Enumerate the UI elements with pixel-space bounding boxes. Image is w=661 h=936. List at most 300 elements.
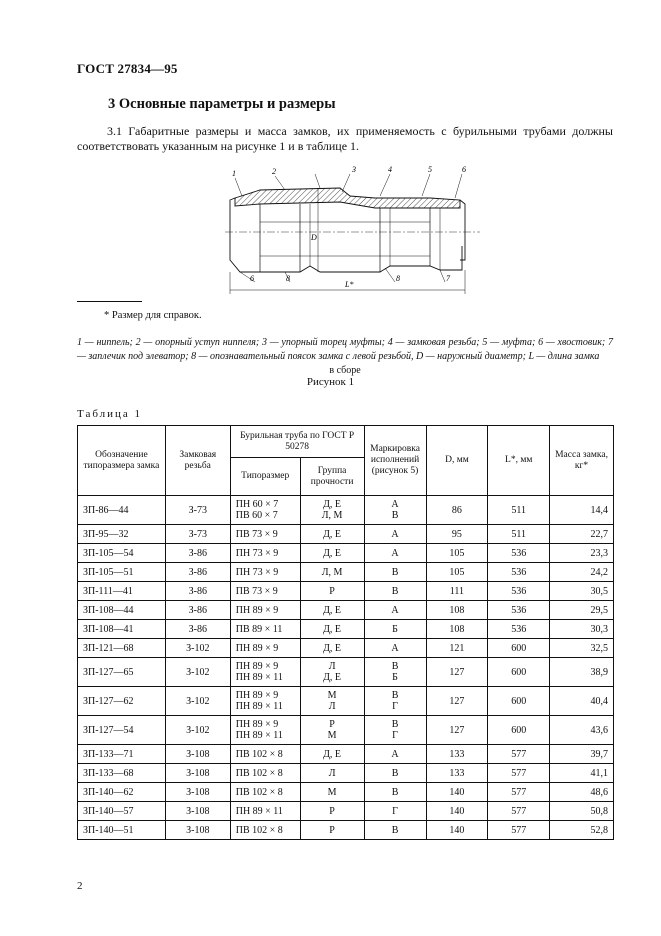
table-row bbox=[78, 601, 614, 620]
cell-line: 43,6 bbox=[590, 724, 608, 736]
cell-line: ЗП-140—62 bbox=[83, 786, 134, 798]
cell-pipe bbox=[230, 687, 300, 716]
cell-des bbox=[78, 563, 166, 582]
table-row bbox=[78, 639, 614, 658]
cell-line: В bbox=[391, 661, 399, 672]
cell-des bbox=[78, 764, 166, 783]
cell-line: 30,5 bbox=[590, 585, 608, 597]
cell-line: 86 bbox=[451, 504, 462, 516]
cell-mark bbox=[364, 620, 426, 639]
cell-line: ПВ 73 × 9 bbox=[235, 585, 278, 597]
cell-d bbox=[426, 783, 488, 802]
cell-line: ЗП-108—41 bbox=[83, 623, 134, 635]
cell-m bbox=[550, 620, 614, 639]
cell-line: 600 bbox=[511, 724, 527, 736]
cell-line: В bbox=[391, 767, 399, 779]
cell-thr bbox=[165, 563, 230, 582]
cell-l bbox=[488, 525, 550, 544]
paragraph: 3.1 Габаритные размеры и масса замков, их применяемость с бурильными трубами должны соответствовать указанным на рисунке 1 и в таблице 1. bbox=[77, 124, 613, 153]
cell-line: Л bbox=[328, 701, 336, 712]
cell-line: 50,8 bbox=[590, 805, 608, 817]
cell-m bbox=[550, 582, 614, 601]
cell-l bbox=[488, 783, 550, 802]
cell-line: 600 bbox=[511, 642, 527, 654]
cell-des bbox=[78, 582, 166, 601]
page-number: 2 bbox=[77, 880, 83, 892]
cell-mark bbox=[364, 658, 426, 687]
cell-pipe bbox=[230, 745, 300, 764]
table-row bbox=[78, 563, 614, 582]
cell-line: 95 bbox=[451, 528, 462, 540]
cell-line: Р bbox=[329, 585, 335, 597]
cell-line: ПВ 102 × 8 bbox=[235, 748, 283, 760]
cell-line: 140 bbox=[449, 824, 465, 836]
cell-pipe bbox=[230, 496, 300, 525]
data-table bbox=[77, 425, 614, 840]
cell-mark bbox=[364, 496, 426, 525]
cell-m bbox=[550, 601, 614, 620]
cell-m bbox=[550, 639, 614, 658]
cell-thr bbox=[165, 601, 230, 620]
cell-thr bbox=[165, 687, 230, 716]
cell-d bbox=[426, 601, 488, 620]
cell-line: 108 bbox=[449, 623, 465, 635]
figure-caption: Рисунок 1 bbox=[306, 376, 355, 388]
cell-mark bbox=[364, 582, 426, 601]
cell-pipe bbox=[230, 544, 300, 563]
cell-thr bbox=[165, 821, 230, 840]
cell-d bbox=[426, 582, 488, 601]
cell-m bbox=[550, 783, 614, 802]
cell-line: 511 bbox=[511, 528, 527, 540]
cell-l bbox=[488, 563, 550, 582]
cell-line: 536 bbox=[511, 623, 527, 635]
cell-d bbox=[426, 563, 488, 582]
cell-thr bbox=[165, 745, 230, 764]
cell-grp bbox=[300, 745, 364, 764]
technical-drawing bbox=[200, 160, 500, 300]
cell-line: 127 bbox=[449, 666, 465, 678]
cell-grp bbox=[300, 563, 364, 582]
cell-pipe bbox=[230, 821, 300, 840]
cell-line: ЗП-86—44 bbox=[83, 504, 129, 516]
footnote-rule bbox=[77, 301, 142, 302]
cell-des bbox=[78, 620, 166, 639]
cell-d bbox=[426, 544, 488, 563]
cell-line: З-108 bbox=[186, 748, 210, 760]
cell-line: ПН 89 × 9 bbox=[235, 604, 279, 616]
cell-line: Д, Е bbox=[323, 499, 342, 510]
cell-des bbox=[78, 601, 166, 620]
cell-line: В bbox=[391, 585, 399, 597]
cell-m bbox=[550, 525, 614, 544]
cell-grp bbox=[300, 525, 364, 544]
cell-l bbox=[488, 716, 550, 745]
table-row bbox=[78, 821, 614, 840]
cell-m bbox=[550, 802, 614, 821]
cell-line: В bbox=[391, 690, 399, 701]
cell-line: ПВ 102 × 8 bbox=[235, 786, 283, 798]
cell-thr bbox=[165, 802, 230, 821]
cell-des bbox=[78, 525, 166, 544]
cell-line: Л bbox=[328, 767, 336, 779]
cell-line: 105 bbox=[449, 566, 465, 578]
cell-line: 29,5 bbox=[590, 604, 608, 616]
cell-line: Г bbox=[392, 701, 398, 712]
callout-label: 5 bbox=[428, 165, 432, 174]
cell-thr bbox=[165, 620, 230, 639]
cell-pipe bbox=[230, 802, 300, 821]
cell-d bbox=[426, 496, 488, 525]
cell-line: Б bbox=[392, 623, 398, 635]
cell-line: Д, Е bbox=[323, 604, 342, 616]
header-d: D, мм bbox=[426, 426, 488, 496]
cell-grp bbox=[300, 802, 364, 821]
cell-m bbox=[550, 496, 614, 525]
cell-line: ЗП-108—44 bbox=[83, 604, 134, 616]
cell-grp bbox=[300, 496, 364, 525]
cell-line: ПН 89 × 9 bbox=[235, 719, 279, 730]
cell-line: ЗП-121—68 bbox=[83, 642, 134, 654]
cell-mark bbox=[364, 802, 426, 821]
table-row bbox=[78, 802, 614, 821]
cell-l bbox=[488, 687, 550, 716]
cell-line: Г bbox=[392, 730, 398, 741]
cell-line: 577 bbox=[511, 805, 527, 817]
cell-des bbox=[78, 802, 166, 821]
cell-grp bbox=[300, 687, 364, 716]
cell-line: 38,9 bbox=[590, 666, 608, 678]
cell-grp bbox=[300, 544, 364, 563]
cell-des bbox=[78, 496, 166, 525]
cell-line: ПН 73 × 9 bbox=[235, 566, 279, 578]
cell-line: Л bbox=[328, 661, 336, 672]
callout-label: 8 bbox=[286, 274, 290, 283]
cell-line: В bbox=[391, 824, 399, 836]
cell-line: ЗП-111—41 bbox=[83, 585, 133, 597]
cell-thr bbox=[165, 716, 230, 745]
legend-text: 1 — ниппель; 2 — опорный уступ ниппеля; 3 — упорный торец муфты; 4 — замковая резьба; 5 — муфта; 6 — хвостовик; 7 — заплечик под элеватор; 8 — опознавательный поясок замка с левой резьбой, D — наружный диаметр; L — длина замка bbox=[77, 337, 613, 362]
cell-line: ПН 89 × 9 bbox=[235, 642, 279, 654]
cell-line: 108 bbox=[449, 604, 465, 616]
cell-line: ПВ 102 × 8 bbox=[235, 824, 283, 836]
cell-line: 600 bbox=[511, 695, 527, 707]
cell-line: 105 bbox=[449, 547, 465, 559]
header-pipe: Бурильная труба по ГОСТ Р 50278 bbox=[230, 426, 364, 458]
cell-line: ЗП-105—51 bbox=[83, 566, 134, 578]
cell-pipe bbox=[230, 639, 300, 658]
cell-line: 40,4 bbox=[590, 695, 608, 707]
table-row bbox=[78, 525, 614, 544]
cell-line: А bbox=[391, 547, 399, 559]
cell-grp bbox=[300, 821, 364, 840]
cell-line: 14,4 bbox=[590, 504, 608, 516]
cell-d bbox=[426, 687, 488, 716]
cell-line: ЗП-133—68 bbox=[83, 767, 134, 779]
cell-line: З-73 bbox=[188, 528, 207, 540]
cell-line: З-73 bbox=[188, 504, 207, 516]
cell-line: Д, Е bbox=[323, 528, 342, 540]
cell-line: 536 bbox=[511, 566, 527, 578]
cell-d bbox=[426, 716, 488, 745]
cell-d bbox=[426, 658, 488, 687]
cell-mark bbox=[364, 525, 426, 544]
cell-des bbox=[78, 716, 166, 745]
cell-des bbox=[78, 687, 166, 716]
cell-line: 133 bbox=[449, 748, 465, 760]
cell-line: В bbox=[391, 786, 399, 798]
cell-des bbox=[78, 783, 166, 802]
cell-pipe bbox=[230, 563, 300, 582]
cell-line: 41,1 bbox=[590, 767, 608, 779]
cell-l bbox=[488, 802, 550, 821]
cell-des bbox=[78, 745, 166, 764]
cell-line: А bbox=[391, 748, 399, 760]
cell-thr bbox=[165, 544, 230, 563]
cell-line: Л, М bbox=[321, 566, 343, 578]
cell-line: А bbox=[391, 528, 399, 540]
table-row bbox=[78, 764, 614, 783]
header-strength: Группа прочности bbox=[300, 458, 364, 496]
cell-l bbox=[488, 544, 550, 563]
cell-line: ПВ 102 × 8 bbox=[235, 767, 283, 779]
dim-d-label: D bbox=[311, 233, 317, 242]
cell-line: М bbox=[327, 786, 337, 798]
cell-grp bbox=[300, 716, 364, 745]
cell-line: 23,3 bbox=[590, 547, 608, 559]
header-marking: Маркировка исполнений (рисунок 5) bbox=[364, 426, 426, 496]
cell-pipe bbox=[230, 525, 300, 544]
cell-line: 577 bbox=[511, 748, 527, 760]
table-row bbox=[78, 582, 614, 601]
cell-m bbox=[550, 745, 614, 764]
dim-l-label: L* bbox=[345, 280, 354, 289]
cell-d bbox=[426, 745, 488, 764]
cell-line: 133 bbox=[449, 767, 465, 779]
cell-m bbox=[550, 544, 614, 563]
cell-pipe bbox=[230, 658, 300, 687]
cell-line: З-102 bbox=[186, 666, 210, 678]
cell-line: ЗП-133—71 bbox=[83, 748, 134, 760]
cell-line: А bbox=[391, 499, 399, 510]
header-thread: Замковая резьба bbox=[165, 426, 230, 496]
cell-l bbox=[488, 620, 550, 639]
cell-line: ЗП-105—54 bbox=[83, 547, 134, 559]
cell-thr bbox=[165, 639, 230, 658]
cell-line: ПВ 73 × 9 bbox=[235, 528, 278, 540]
table-row bbox=[78, 687, 614, 716]
cell-line: М bbox=[327, 690, 337, 701]
cell-line: Д, Е bbox=[323, 642, 342, 654]
cell-pipe bbox=[230, 620, 300, 639]
cell-line: З-102 bbox=[186, 695, 210, 707]
cell-line: З-86 bbox=[188, 623, 207, 635]
cell-line: ПН 89 × 9 bbox=[235, 661, 279, 672]
header-pipe-size: Типоразмер bbox=[230, 458, 300, 496]
cell-line: Г bbox=[392, 805, 398, 817]
cell-line: 577 bbox=[511, 767, 527, 779]
cell-mark bbox=[364, 821, 426, 840]
cell-mark bbox=[364, 563, 426, 582]
cell-grp bbox=[300, 658, 364, 687]
cell-m bbox=[550, 821, 614, 840]
cell-grp bbox=[300, 582, 364, 601]
cell-line: 536 bbox=[511, 604, 527, 616]
cell-mark bbox=[364, 687, 426, 716]
table-row bbox=[78, 745, 614, 764]
cell-line: ПН 89 × 11 bbox=[235, 805, 283, 817]
callout-label: 8 bbox=[396, 274, 400, 283]
callout-label: 2 bbox=[272, 167, 276, 176]
cell-line: 52,8 bbox=[590, 824, 608, 836]
cell-line: 536 bbox=[511, 585, 527, 597]
cell-l bbox=[488, 582, 550, 601]
cell-line: 577 bbox=[511, 824, 527, 836]
cell-pipe bbox=[230, 783, 300, 802]
cell-line: ЗП-140—57 bbox=[83, 805, 134, 817]
cell-pipe bbox=[230, 716, 300, 745]
cell-thr bbox=[165, 764, 230, 783]
cell-des bbox=[78, 821, 166, 840]
cell-line: 536 bbox=[511, 547, 527, 559]
cell-grp bbox=[300, 620, 364, 639]
cell-mark bbox=[364, 783, 426, 802]
cell-line: В bbox=[391, 719, 399, 730]
cell-grp bbox=[300, 783, 364, 802]
cell-d bbox=[426, 802, 488, 821]
cell-m bbox=[550, 658, 614, 687]
cell-line: Д, Е bbox=[323, 748, 342, 760]
figure-legend bbox=[77, 336, 613, 378]
section-title: 3 Основные параметры и размеры bbox=[108, 96, 336, 112]
table-caption: Таблица 1 bbox=[77, 408, 143, 420]
cell-line: 30,3 bbox=[590, 623, 608, 635]
cell-line: Л, М bbox=[321, 510, 343, 521]
cell-line: З-102 bbox=[186, 642, 210, 654]
cell-line: А bbox=[391, 604, 399, 616]
cell-line: ПН 89 × 11 bbox=[235, 701, 283, 712]
cell-des bbox=[78, 544, 166, 563]
cell-des bbox=[78, 639, 166, 658]
cell-line: Р bbox=[329, 805, 335, 817]
callout-label: 3 bbox=[352, 165, 356, 174]
cell-line: ЗП-140—51 bbox=[83, 824, 134, 836]
cell-grp bbox=[300, 639, 364, 658]
cell-thr bbox=[165, 582, 230, 601]
cell-line: 121 bbox=[449, 642, 465, 654]
cell-line: З-108 bbox=[186, 786, 210, 798]
cell-mark bbox=[364, 764, 426, 783]
cell-thr bbox=[165, 525, 230, 544]
cell-l bbox=[488, 745, 550, 764]
cell-line: 140 bbox=[449, 786, 465, 798]
cell-line: Р bbox=[329, 719, 335, 730]
cell-line: 32,5 bbox=[590, 642, 608, 654]
cell-m bbox=[550, 687, 614, 716]
cell-line: 127 bbox=[449, 724, 465, 736]
cell-l bbox=[488, 658, 550, 687]
cell-line: З-108 bbox=[186, 824, 210, 836]
cell-grp bbox=[300, 764, 364, 783]
cell-line: ПН 60 × 7 bbox=[235, 499, 279, 510]
cell-line: ЗП-127—65 bbox=[83, 666, 134, 678]
cell-line: Д, Е bbox=[323, 547, 342, 559]
cell-d bbox=[426, 525, 488, 544]
cell-mark bbox=[364, 745, 426, 764]
cell-des bbox=[78, 658, 166, 687]
cell-l bbox=[488, 496, 550, 525]
cell-line: З-86 bbox=[188, 585, 207, 597]
cell-line: 577 bbox=[511, 786, 527, 798]
cell-l bbox=[488, 639, 550, 658]
cell-m bbox=[550, 764, 614, 783]
cell-m bbox=[550, 716, 614, 745]
cell-mark bbox=[364, 716, 426, 745]
cell-line: 140 bbox=[449, 805, 465, 817]
cell-line: 39,7 bbox=[590, 748, 608, 760]
cell-line: ПН 89 × 11 bbox=[235, 672, 283, 683]
cell-line: 24,2 bbox=[590, 566, 608, 578]
cell-line: ЗП-127—62 bbox=[83, 695, 134, 707]
cell-thr bbox=[165, 658, 230, 687]
table-row bbox=[78, 783, 614, 802]
cell-line: 127 bbox=[449, 695, 465, 707]
cell-line: 111 bbox=[449, 585, 465, 597]
header-designation: Обозначение типоразмера замка bbox=[78, 426, 166, 496]
cell-mark bbox=[364, 544, 426, 563]
cell-line: ПН 89 × 9 bbox=[235, 690, 279, 701]
table-row bbox=[78, 496, 614, 525]
cell-d bbox=[426, 620, 488, 639]
cell-line: ЗП-127—54 bbox=[83, 724, 134, 736]
cell-d bbox=[426, 764, 488, 783]
callout-label: 1 bbox=[232, 169, 236, 178]
cell-l bbox=[488, 764, 550, 783]
document-header: ГОСТ 27834—95 bbox=[77, 61, 178, 76]
cell-d bbox=[426, 821, 488, 840]
cell-thr bbox=[165, 783, 230, 802]
callout-label: 6 bbox=[462, 165, 466, 174]
cell-line: З-108 bbox=[186, 767, 210, 779]
table-row bbox=[78, 544, 614, 563]
cell-d bbox=[426, 639, 488, 658]
cell-line: 48,6 bbox=[590, 786, 608, 798]
cell-line: Д, Е bbox=[323, 672, 342, 683]
table-row bbox=[78, 658, 614, 687]
cell-l bbox=[488, 601, 550, 620]
cell-line: З-86 bbox=[188, 547, 207, 559]
cell-mark bbox=[364, 639, 426, 658]
callout-label: 7 bbox=[446, 274, 450, 283]
callout-label: 6 bbox=[250, 274, 254, 283]
cell-line: Д, Е bbox=[323, 623, 342, 635]
cell-line: З-86 bbox=[188, 604, 207, 616]
table-row bbox=[78, 620, 614, 639]
cell-line: А bbox=[391, 642, 399, 654]
callout-label: 4 bbox=[388, 165, 392, 174]
cell-line: 22,7 bbox=[590, 528, 608, 540]
cell-line: ПВ 60 × 7 bbox=[235, 510, 278, 521]
cell-pipe bbox=[230, 601, 300, 620]
cell-pipe bbox=[230, 764, 300, 783]
cell-m bbox=[550, 563, 614, 582]
cell-l bbox=[488, 821, 550, 840]
cell-line: З-108 bbox=[186, 805, 210, 817]
cell-grp bbox=[300, 601, 364, 620]
cell-line: 600 bbox=[511, 666, 527, 678]
cell-line: ПВ 89 × 11 bbox=[235, 623, 283, 635]
cell-pipe bbox=[230, 582, 300, 601]
